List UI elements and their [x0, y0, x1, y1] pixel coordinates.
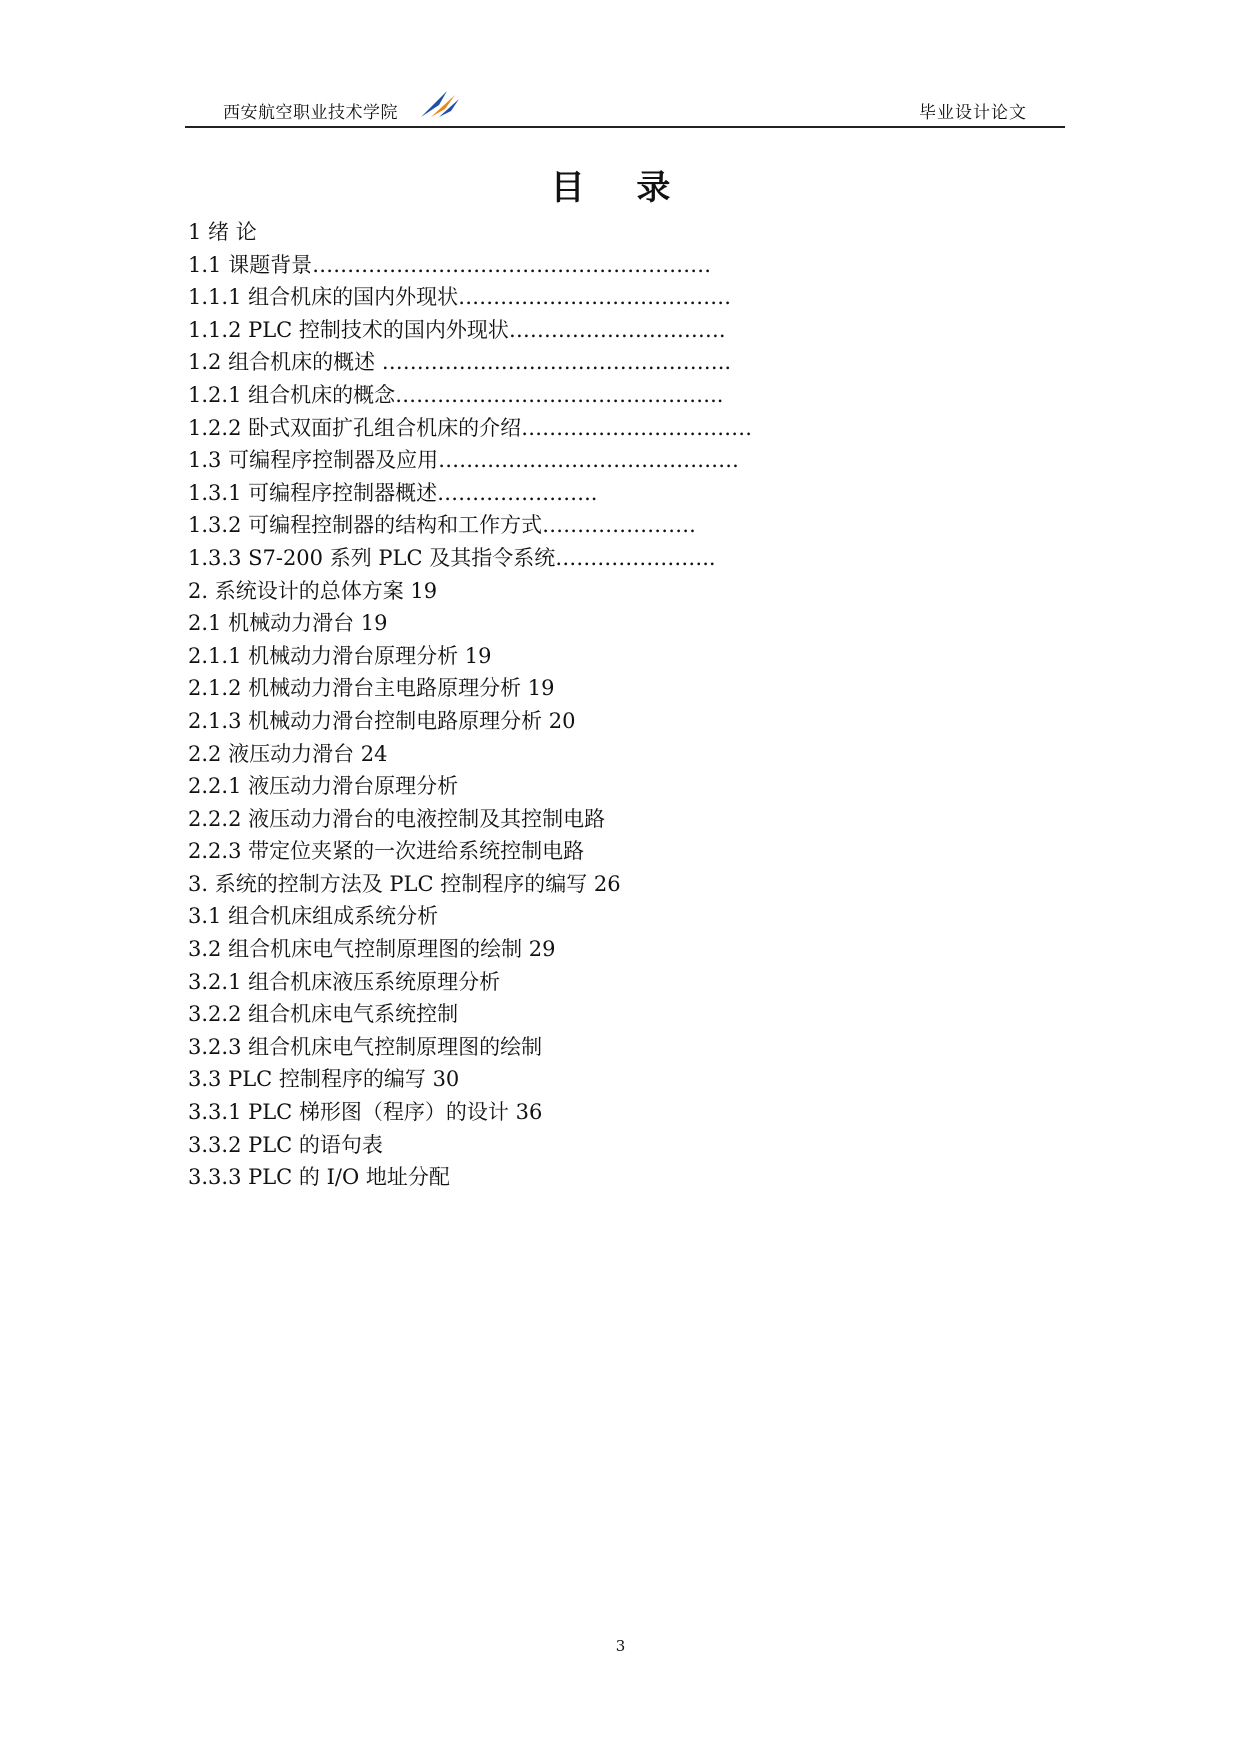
- toc-item[interactable]: 1.3.1 可编程序控制器概述…………………..: [188, 480, 598, 505]
- toc-title: 目 录: [550, 168, 691, 208]
- toc-item[interactable]: 3.3 PLC 控制程序的编写 30: [188, 1067, 460, 1092]
- school-name: 西安航空职业技术学院: [223, 103, 398, 123]
- page-header: [185, 86, 1065, 128]
- toc-item[interactable]: 1.3.2 可编程控制器的结构和工作方式………………….: [188, 513, 696, 538]
- toc-item[interactable]: 1 绪 论: [188, 220, 257, 244]
- toc-list: [188, 216, 752, 1194]
- toc-item[interactable]: 3.3.1 PLC 梯形图（程序）的设计 36: [188, 1100, 543, 1125]
- toc-item[interactable]: 2.2.2 液压动力滑台的电液控制及其控制电路: [188, 806, 606, 831]
- toc-item[interactable]: 1.1 课题背景…………………………………………………: [188, 252, 712, 277]
- toc-item[interactable]: 3.1 组合机床组成系统分析: [188, 904, 439, 929]
- toc-item[interactable]: 1.1.1 组合机床的国内外现状…………………………………: [188, 285, 732, 310]
- toc-item[interactable]: 3. 系统的控制方法及 PLC 控制程序的编写 26: [188, 871, 621, 896]
- toc-item[interactable]: 1.1.2 PLC 控制技术的国内外现状………………………….: [188, 317, 726, 342]
- toc-item[interactable]: 2.2.1 液压动力滑台原理分析: [188, 774, 459, 799]
- toc-item[interactable]: 2.1 机械动力滑台 19: [188, 611, 388, 636]
- toc-item[interactable]: 3.2.1 组合机床液压系统原理分析: [188, 969, 501, 994]
- toc-item[interactable]: 3.3.2 PLC 的语句表: [188, 1132, 383, 1157]
- school-logo-icon: [417, 87, 461, 121]
- toc-item[interactable]: 2.2 液压动力滑台 24: [188, 741, 388, 766]
- toc-item[interactable]: 1.2 组合机床的概述 …………………………………………..: [188, 350, 732, 375]
- toc-item[interactable]: 3.2.3 组合机床电气控制原理图的绘制: [188, 1034, 543, 1059]
- toc-item[interactable]: 3.2.2 组合机床电气系统控制: [188, 1002, 459, 1027]
- document-type: 毕业设计论文: [919, 103, 1027, 123]
- toc-item[interactable]: 2. 系统设计的总体方案 19: [188, 578, 438, 603]
- toc-item[interactable]: 1.2.2 卧式双面扩孔组合机床的介绍……………………………: [188, 415, 753, 440]
- toc-item[interactable]: 3.3.3 PLC 的 I/O 地址分配: [188, 1165, 450, 1190]
- toc-item[interactable]: 2.1.3 机械动力滑台控制电路原理分析 20: [188, 708, 576, 733]
- toc-item[interactable]: 2.1.1 机械动力滑台原理分析 19: [188, 643, 492, 668]
- toc-item[interactable]: 2.1.2 机械动力滑台主电路原理分析 19: [188, 676, 555, 701]
- toc-item[interactable]: 1.2.1 组合机床的概念………………………………………..: [188, 382, 724, 407]
- toc-item[interactable]: 2.2.3 带定位夹紧的一次进给系统控制电路: [188, 839, 585, 864]
- page-number: 3: [615, 1637, 626, 1655]
- toc-item[interactable]: 3.2 组合机床电气控制原理图的绘制 29: [188, 937, 556, 962]
- toc-item[interactable]: 1.3 可编程序控制器及应用…………………………………….: [188, 448, 739, 473]
- toc-item[interactable]: 1.3.3 S7-200 系列 PLC 及其指令系统…………………..: [188, 545, 716, 570]
